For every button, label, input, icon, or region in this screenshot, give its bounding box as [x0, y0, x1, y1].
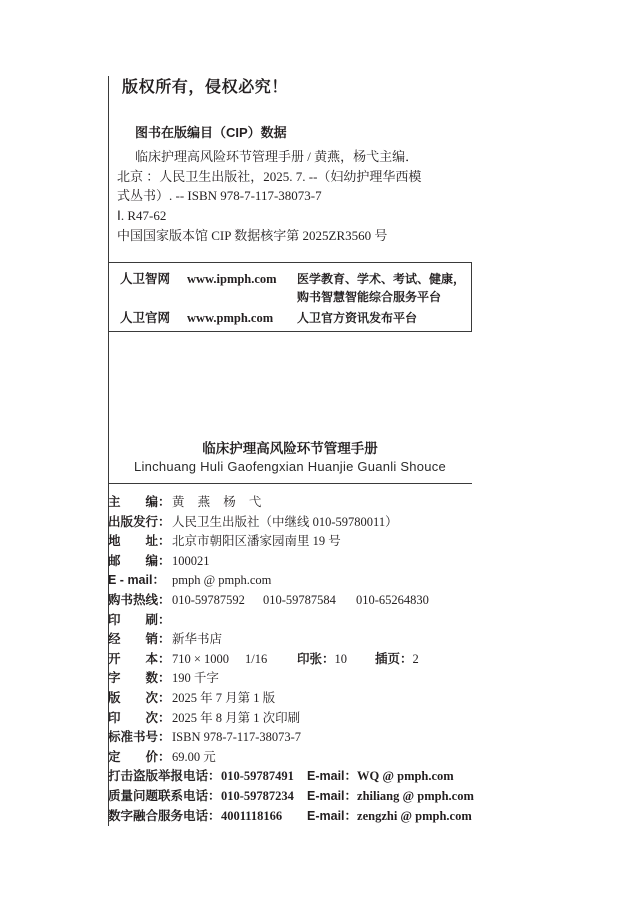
- platform-box: [108, 262, 472, 332]
- label-email: E - mail：: [108, 573, 165, 588]
- divider: [108, 483, 472, 484]
- label-isbn: 标准书号：: [108, 730, 171, 745]
- contact-email-value: WQ @ pmph.com: [357, 769, 454, 784]
- label-address: 地 址：: [108, 534, 171, 549]
- label-hotline: 购书热线：: [108, 592, 171, 607]
- format-fold: 1/16: [245, 651, 268, 666]
- platform-name: 人卫智网: [120, 272, 171, 286]
- row-editors: [108, 493, 508, 513]
- cip-line: 式丛书）. -- ISBN 978-7-117-38073-7: [117, 188, 322, 204]
- colophon: [108, 493, 508, 826]
- value-isbn: ISBN 978-7-117-38073-7: [172, 730, 302, 745]
- hotline-number: 010-59787584: [263, 592, 336, 607]
- contact-email-label: E-mail：: [307, 769, 358, 784]
- contact-email-value: zengzhi @ pmph.com: [357, 808, 472, 823]
- label-distributor: 经 销：: [108, 632, 171, 647]
- contact-row: [108, 787, 508, 807]
- label-printing: 印 次：: [108, 710, 171, 725]
- contact-label: 质量问题联系电话：: [108, 788, 221, 803]
- contact-email-value: zhiliang @ pmph.com: [357, 788, 474, 803]
- cip-line: 中国国家版本馆 CIP 数据核字第 2025ZR3560 号: [117, 227, 388, 243]
- hotline-number: 010-59787592: [172, 592, 245, 607]
- row-email: [108, 571, 508, 591]
- contact-label: 数字融合服务电话：: [108, 808, 221, 823]
- row-word-count: [108, 669, 508, 689]
- label-format: 开 本：: [108, 651, 171, 666]
- value-postcode: 100021: [172, 553, 210, 568]
- format-sheets: [297, 650, 347, 670]
- contact-email-label: E-mail：: [307, 808, 358, 823]
- row-hotline: [108, 591, 508, 611]
- contact-email: [307, 807, 472, 827]
- label-printer: 印 刷：: [108, 612, 171, 627]
- cip-heading: 图书在版编目（CIP）数据: [135, 125, 287, 140]
- sheets-label: 印张：: [297, 651, 335, 666]
- value-distributor: 新华书店: [172, 632, 223, 647]
- value-edition: 2025 年 7 月第 1 版: [172, 690, 276, 705]
- value-address: 北京市朝阳区潘家园南里 19 号: [172, 534, 341, 549]
- value-word-count: 190 千字: [172, 671, 219, 686]
- contact-label: 打击盗版举报电话：: [108, 769, 221, 784]
- row-address: [108, 532, 508, 552]
- row-postcode: [108, 552, 508, 572]
- row-printer: [108, 611, 508, 631]
- label-postcode: 邮 编：: [108, 553, 171, 568]
- plates-value: 2: [412, 651, 419, 666]
- label-editors: 主 编：: [108, 495, 171, 509]
- book-title-pinyin: Linchuang Huli Gaofengxian Huanjie Guanli Shouce: [134, 459, 446, 474]
- contact-phone: 4001118166: [221, 808, 283, 823]
- platform-url: www.ipmph.com: [187, 272, 277, 286]
- platform-desc: 医学教育、学术、考试、健康，: [297, 272, 466, 286]
- contact-phone: 010-59787234: [221, 788, 294, 803]
- label-word-count: 字 数：: [108, 671, 171, 686]
- sheets-value: 10: [334, 651, 348, 666]
- label-edition: 版 次：: [108, 690, 171, 705]
- row-price: [108, 748, 508, 768]
- contact-email: [307, 787, 474, 807]
- row-format: [108, 650, 508, 670]
- book-title: 临床护理高风险环节管理手册: [202, 441, 378, 456]
- platform-desc: 购书智慧智能综合服务平台: [297, 290, 442, 304]
- label-publisher: 出版发行：: [108, 514, 171, 529]
- value-editors: 黄 燕 杨 弋: [172, 495, 262, 509]
- contact-row: [108, 807, 508, 827]
- platform-url: www.pmph.com: [187, 311, 274, 325]
- contact-phone: 010-59787491: [221, 769, 294, 784]
- copyright-notice: 版权所有，侵权必究！: [122, 79, 289, 96]
- cip-line: Ⅰ. R47-62: [117, 208, 167, 224]
- hotline-number: 010-65264830: [356, 592, 429, 607]
- row-printing: [108, 709, 508, 729]
- row-distributor: [108, 630, 508, 650]
- label-price: 定 价：: [108, 749, 171, 764]
- format-size: 710 × 1000: [172, 651, 230, 666]
- row-publisher: [108, 513, 508, 533]
- platform-desc: 人卫官方资讯发布平台: [297, 311, 418, 325]
- value-printing: 2025 年 8 月第 1 次印刷: [172, 710, 301, 725]
- row-isbn: [108, 728, 508, 748]
- cip-line: 临床护理高风险环节管理手册 / 黄燕，杨弋主编．: [135, 149, 419, 164]
- cip-line: 北京 ：人民卫生出版社，2025. 7. --（妇幼护理华西模: [117, 168, 422, 184]
- row-edition: [108, 689, 508, 709]
- plates-label: 插页：: [375, 651, 413, 666]
- value-publisher: 人民卫生出版社（中继线 010-59780011）: [172, 514, 398, 529]
- value-email: pmph @ pmph.com: [172, 573, 272, 588]
- contact-row: [108, 767, 508, 787]
- cip-record: [117, 147, 421, 245]
- contact-email: [307, 767, 454, 787]
- contact-email-label: E-mail：: [307, 788, 358, 803]
- value-price: 69.00 元: [172, 749, 216, 764]
- platform-name: 人卫官网: [120, 311, 171, 325]
- format-plates: [375, 650, 419, 670]
